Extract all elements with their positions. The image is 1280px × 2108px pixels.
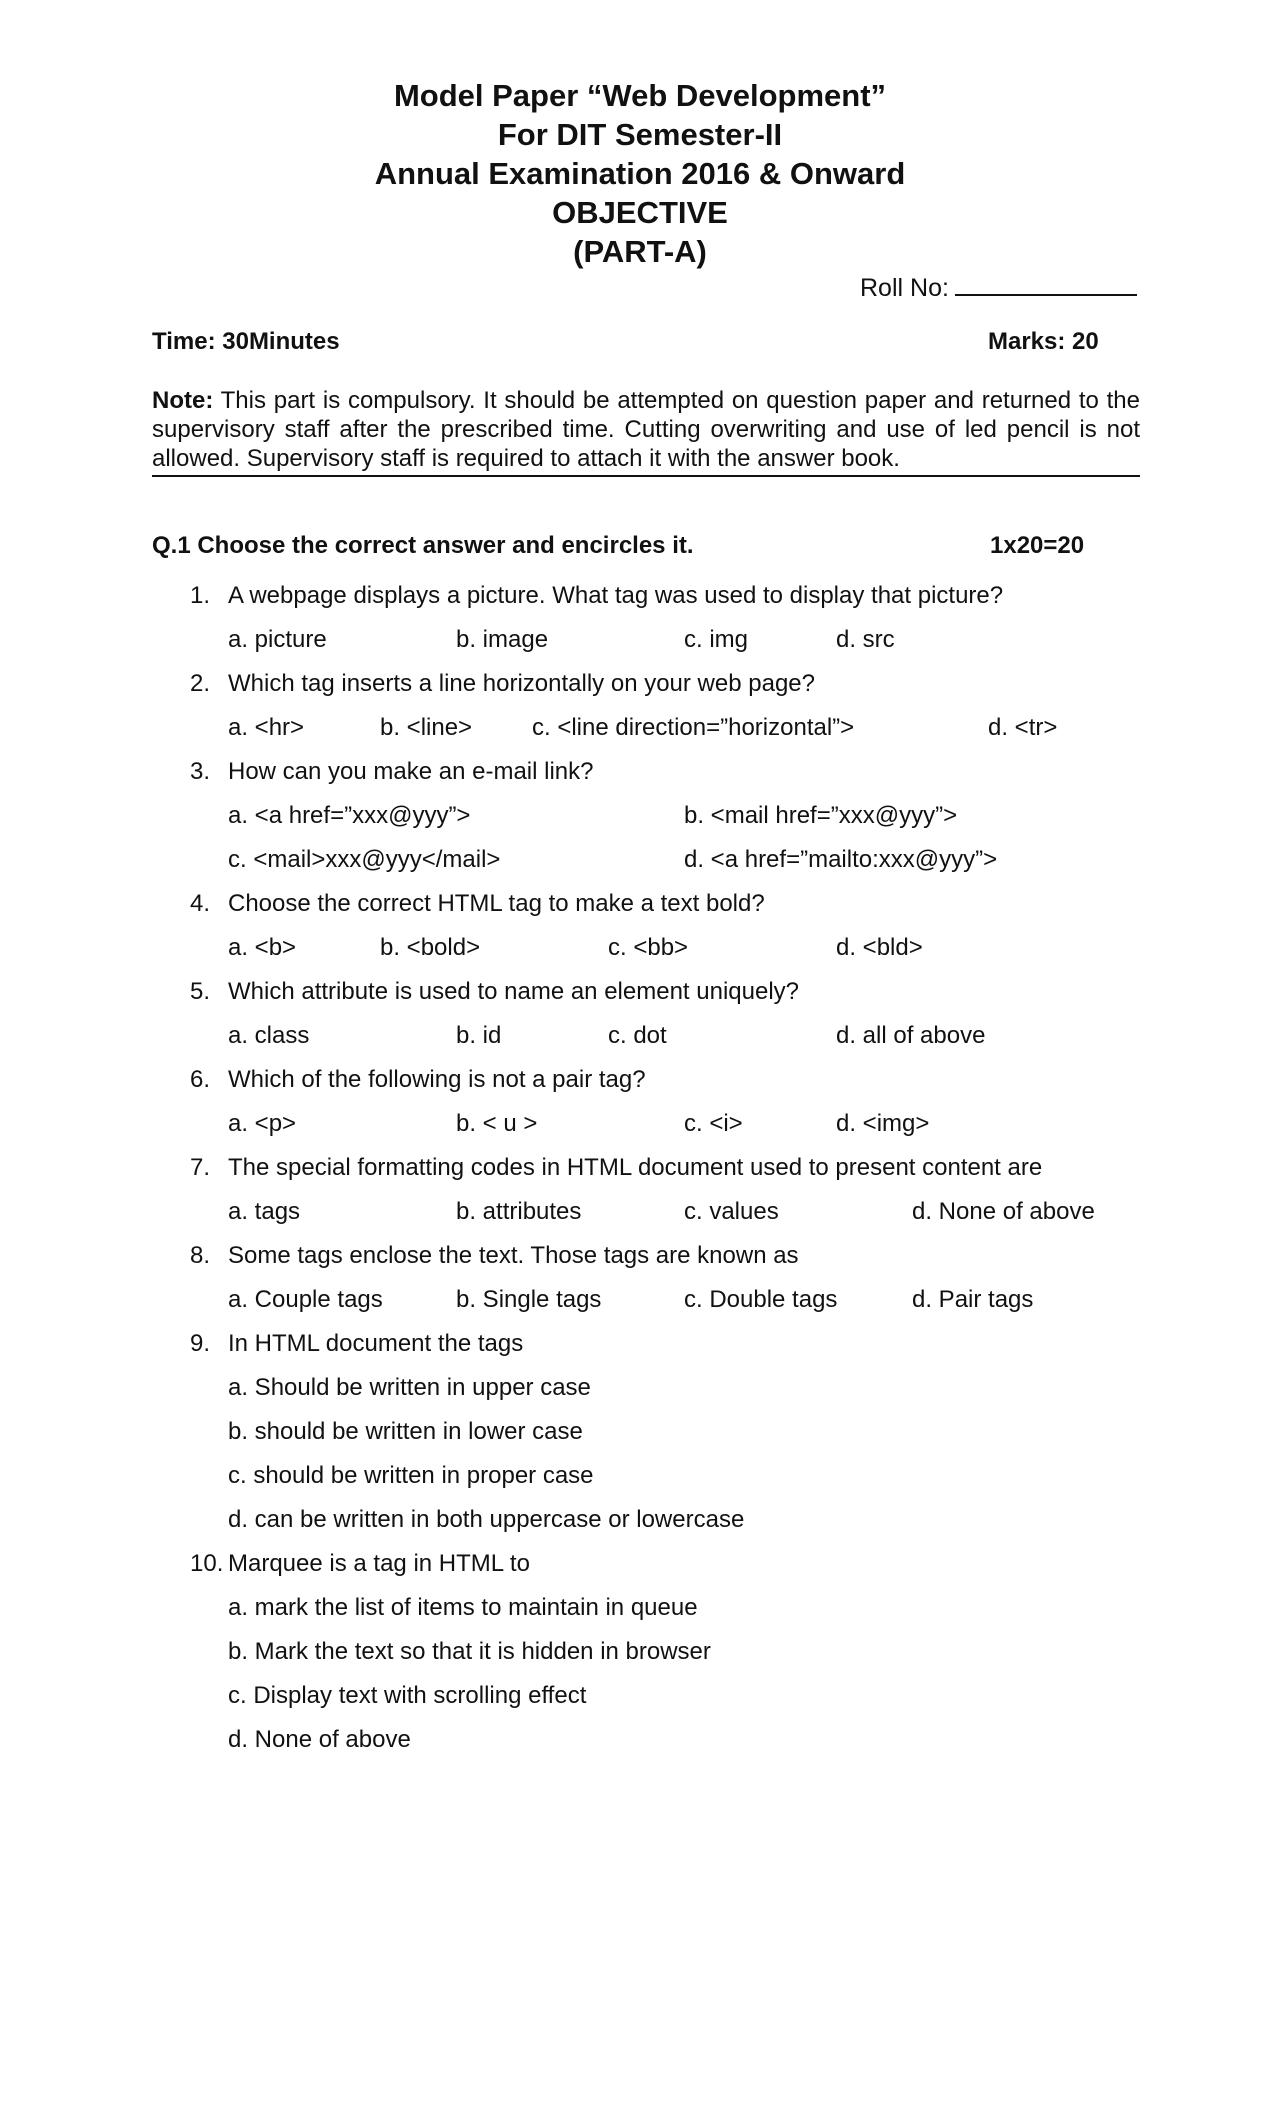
note-text: This part is compulsory. It should be attempted on question paper and returned to the supervisory staff after the prescribed time. Cutting overwriting and use of led pencil is not allowed. Supervisory staff is required to attach it with the answer book. [152, 387, 1140, 472]
title-line: Model Paper “Web Development” [393, 78, 887, 113]
question-text: A webpage displays a picture. What tag was used to display that picture? [228, 582, 1004, 609]
total-marks: Marks: 20 [988, 328, 1099, 355]
question-text: Which tag inserts a line horizontally on your web page? [228, 670, 815, 697]
answer-option[interactable]: c. <i> [684, 1110, 743, 1137]
question-text: Which attribute is used to name an element uniquely? [228, 978, 799, 1005]
answer-option[interactable]: b. Single tags [456, 1286, 602, 1313]
question-text: How can you make an e-mail link? [228, 758, 594, 785]
answer-option[interactable]: d. <tr> [988, 714, 1058, 741]
question-text: In HTML document the tags [228, 1330, 524, 1357]
question-number: 6. [190, 1066, 211, 1093]
instructions-note [152, 386, 1140, 477]
answer-option[interactable]: d. <bld> [836, 934, 923, 961]
section-score: 1x20=20 [990, 532, 1085, 559]
answer-option[interactable]: c. should be written in proper case [228, 1462, 594, 1489]
question-text: The special formatting codes in HTML document used to present content are [228, 1154, 1043, 1181]
title-line: Annual Examination 2016 & Onward [374, 156, 906, 191]
answer-option[interactable]: b. id [456, 1022, 502, 1049]
question-number: 9. [190, 1330, 211, 1357]
answer-option[interactable]: c. <mail>xxx@yyy</mail> [228, 846, 501, 873]
title-line: (PART-A) [573, 234, 707, 269]
answer-option[interactable]: b. attributes [456, 1198, 582, 1225]
question-number: 4. [190, 890, 211, 917]
answer-option[interactable]: a. <hr> [228, 714, 305, 741]
section-heading [152, 532, 1092, 560]
answer-option[interactable]: b. image [456, 626, 549, 653]
answer-option[interactable]: b. Mark the text so that it is hidden in browser [228, 1638, 711, 1665]
question-number: 2. [190, 670, 211, 697]
roll-number-field [860, 272, 1137, 303]
answer-option[interactable]: c. Double tags [684, 1286, 838, 1313]
time-allowed: Time: 30Minutes [152, 328, 340, 355]
answer-option[interactable]: c. img [684, 626, 749, 653]
answer-option[interactable]: d. <a href=”mailto:xxx@yyy”> [684, 846, 998, 873]
section-instruction: Q.1 Choose the correct answer and encircles it. [152, 532, 694, 559]
answer-option[interactable]: d. <img> [836, 1110, 930, 1137]
question-number: 10. [190, 1550, 224, 1577]
question-number: 7. [190, 1154, 211, 1181]
question-text: Some tags enclose the text. Those tags are known as [228, 1242, 799, 1269]
answer-option[interactable]: d. None of above [228, 1726, 411, 1753]
answer-option[interactable]: a. class [228, 1022, 310, 1049]
answer-option[interactable]: c. dot [608, 1022, 667, 1049]
note-label: Note: [152, 387, 214, 414]
answer-option[interactable]: a. Couple tags [228, 1286, 383, 1313]
answer-option[interactable]: c. values [684, 1198, 779, 1225]
answer-option[interactable]: b. <mail href=”xxx@yyy”> [684, 802, 958, 829]
answer-option[interactable]: b. <line> [380, 714, 473, 741]
answer-option[interactable]: c. <line direction=”horizontal”> [532, 714, 855, 741]
title-line: For DIT Semester-II [497, 117, 783, 152]
answer-option[interactable]: d. can be written in both uppercase or lowercase [228, 1506, 745, 1533]
answer-option[interactable]: b. <bold> [380, 934, 481, 961]
answer-option[interactable]: a. <a href=”xxx@yyy”> [228, 802, 471, 829]
answer-option[interactable]: a. picture [228, 626, 327, 653]
answer-option[interactable]: d. Pair tags [912, 1286, 1034, 1313]
question-number: 1. [190, 582, 211, 609]
roll-number-label: Roll No: [860, 274, 949, 302]
roll-number-blank [955, 272, 1137, 296]
answer-option[interactable]: b. should be written in lower case [228, 1418, 583, 1445]
paper-title [0, 76, 1280, 271]
question-text: Which of the following is not a pair tag? [228, 1066, 646, 1093]
answer-option[interactable]: a. <p> [228, 1110, 297, 1137]
question-number: 8. [190, 1242, 211, 1269]
answer-option[interactable]: c. Display text with scrolling effect [228, 1682, 587, 1709]
answer-option[interactable]: a. <b> [228, 934, 297, 961]
answer-option[interactable]: d. all of above [836, 1022, 986, 1049]
answer-option[interactable]: a. mark the list of items to maintain in queue [228, 1594, 698, 1621]
answer-option[interactable]: d. src [836, 626, 895, 653]
question-number: 5. [190, 978, 211, 1005]
answer-option[interactable]: b. < u > [456, 1110, 538, 1137]
question-text: Choose the correct HTML tag to make a text bold? [228, 890, 765, 917]
answer-option[interactable]: a. tags [228, 1198, 301, 1225]
question-text: Marquee is a tag in HTML to [228, 1550, 530, 1577]
answer-option[interactable]: a. Should be written in upper case [228, 1374, 591, 1401]
answer-option[interactable]: c. <bb> [608, 934, 689, 961]
title-line: OBJECTIVE [552, 195, 728, 230]
answer-option[interactable]: d. None of above [912, 1198, 1095, 1225]
question-number: 3. [190, 758, 211, 785]
